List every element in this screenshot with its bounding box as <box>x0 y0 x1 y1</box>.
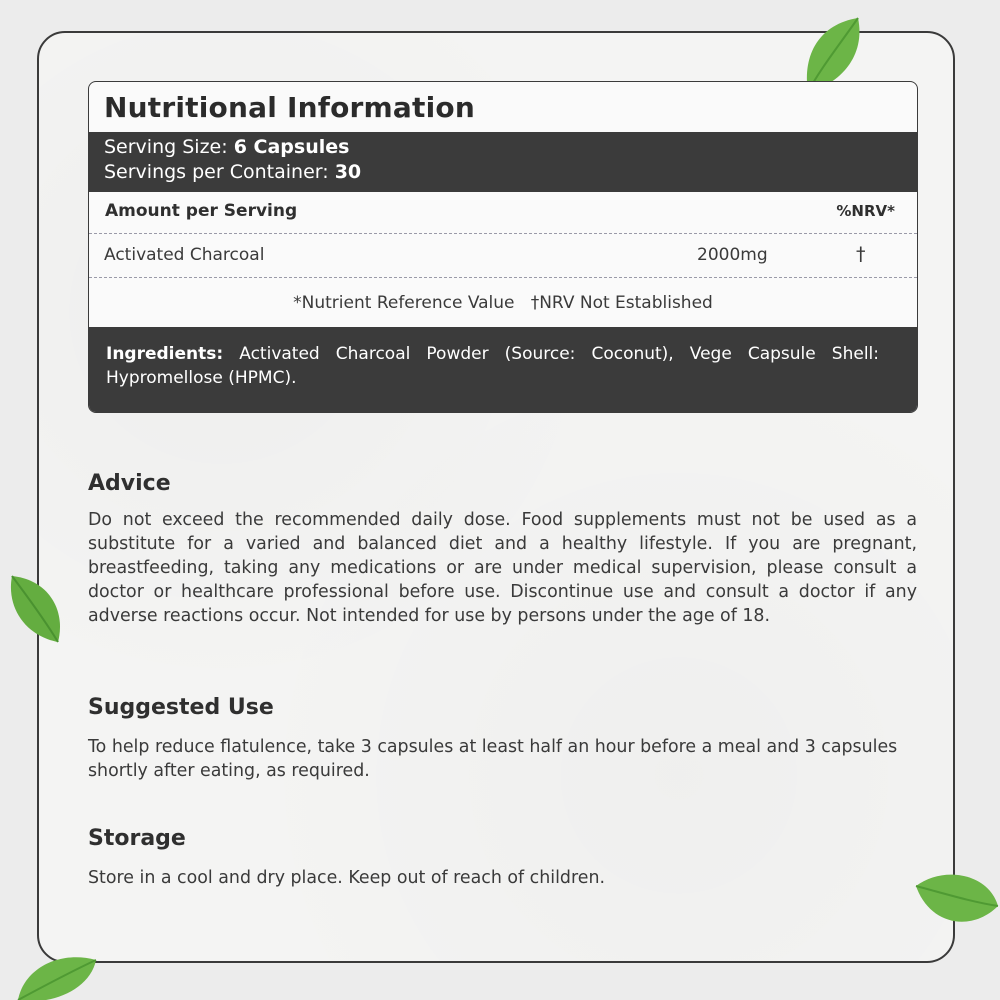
storage-body: Store in a cool and dry place. Keep out of reach of children. <box>88 868 605 888</box>
header-nrv: %NRV* <box>836 202 895 220</box>
nutrient-name: Activated Charcoal <box>104 245 265 265</box>
header-amount-per-serving: Amount per Serving <box>105 201 298 221</box>
suggested-use-title: Suggested Use <box>88 695 274 720</box>
servings-per-container-value: 30 <box>334 161 362 183</box>
nutrient-nrv: † <box>856 243 866 265</box>
nutrient-amount: 2000mg <box>697 245 768 265</box>
serving-size-line <box>104 135 902 160</box>
advice-title: Advice <box>88 471 171 496</box>
storage-section <box>88 825 917 890</box>
footnote-text: *Nutrient Reference Value †NRV Not Established <box>293 293 713 313</box>
servings-per-container-line <box>104 160 902 185</box>
ingredients-box <box>89 327 917 413</box>
leaf-icon <box>912 866 1000 936</box>
serving-info <box>89 132 917 192</box>
servings-per-container-label: Servings per Container: <box>104 161 329 183</box>
nrv-footnote <box>89 278 917 327</box>
advice-section <box>88 470 917 628</box>
suggested-use-section <box>88 694 917 783</box>
nutrition-panel <box>88 81 918 413</box>
ingredients-label: Ingredients: <box>106 344 224 364</box>
leaf-icon <box>10 950 100 1000</box>
storage-title: Storage <box>88 826 186 851</box>
panel-title: Nutritional Information <box>104 91 475 124</box>
serving-size-value: 6 Capsules <box>233 136 350 158</box>
table-header-row <box>89 192 917 234</box>
serving-size-label: Serving Size: <box>104 136 228 158</box>
suggested-use-body: To help reduce flatulence, take 3 capsules at least half an hour before a meal and 3 capsules shortly after eating, as required. <box>88 737 898 781</box>
advice-body: Do not exceed the recommended daily dose. Food supplements must not be used as a substitute for a varied and balanced diet and a healthy lifestyle. If you are pregnant, breastfeeding, taking any medications or are under medical supervision, please consult a doctor or healthcare professional before use. Discontinue use and consult a doctor if any adverse reactions occur. Not intended for use by persons under the age of 18. <box>88 510 917 626</box>
ingredients-text: Activated Charcoal Powder (Source: Coconut), Vege Capsule Shell: Hypromellose (HPMC). <box>106 344 879 388</box>
leaf-icon <box>6 572 66 644</box>
table-row <box>89 234 917 278</box>
